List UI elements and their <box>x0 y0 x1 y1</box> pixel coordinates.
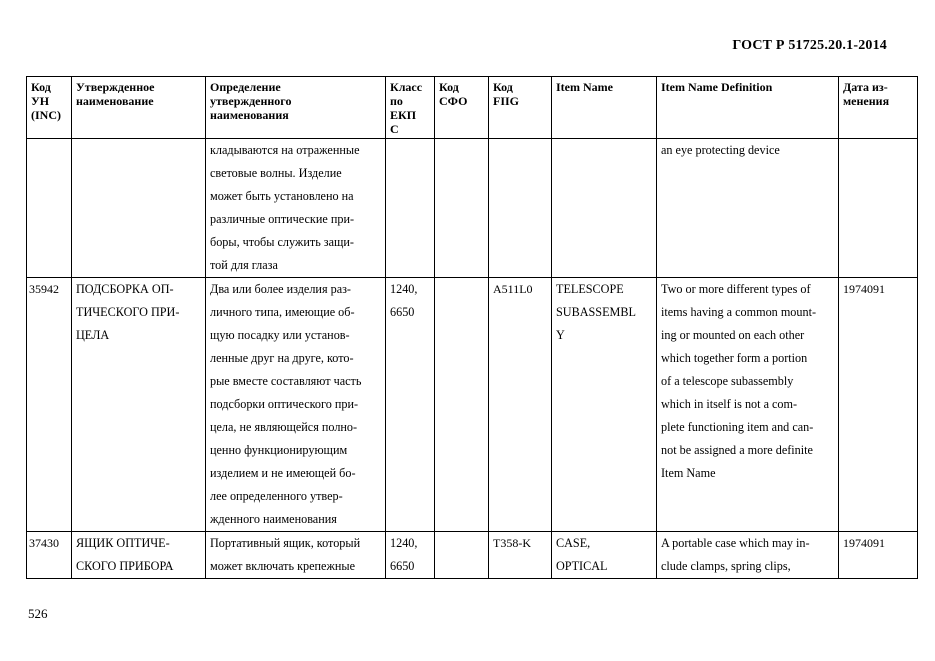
cell-name-ru: ЯЩИК ОПТИЧЕ- СКОГО ПРИБОРА <box>72 532 206 579</box>
cell-date <box>839 139 918 278</box>
cell-definition-en: Two or more different types of items having a common mount- ing or mounted on each other which together form a portion of a telescope subassembly which in itself is not a com- plete functioning item and can- not be assigned a more definite Item Name <box>657 278 839 532</box>
cell-class: 1240, 6650 <box>386 278 435 532</box>
cell-fiig <box>489 139 552 278</box>
cell-fiig: T358-K <box>489 532 552 579</box>
page-number: 526 <box>28 606 48 621</box>
column-header-item-name-definition: Item Name Definition <box>657 77 839 139</box>
document-standard-title: ГОСТ Р 51725.20.1-2014 <box>732 38 887 53</box>
column-header-sfo: Код СФО <box>435 77 489 139</box>
cell-fiig: A511L0 <box>489 278 552 532</box>
column-header-approved-name: Утвержденное наименование <box>72 77 206 139</box>
column-header-fiig: Код FIIG <box>489 77 552 139</box>
cell-inc: 35942 <box>27 278 72 532</box>
cell-definition-en: an eye protecting device <box>657 139 839 278</box>
items-table <box>26 76 918 579</box>
cell-definition-ru: Два или более изделия раз- личного типа, имеющие об- щую посадку или установ- ленные друг на друге, кото- рые вместе составляют часть подсборки оптического при- цела, не являющейся полно- ценно функционирующим изделием и не имеющей бо- лее определенного утвер- жденного наименования <box>206 278 386 532</box>
cell-sfo <box>435 532 489 579</box>
column-header-class: Класс по ЕКП С <box>386 77 435 139</box>
cell-class: 1240, 6650 <box>386 532 435 579</box>
cell-definition-ru: Портативный ящик, который может включать крепежные <box>206 532 386 579</box>
cell-name-ru: ПОДСБОРКА ОП- ТИЧЕСКОГО ПРИ- ЦЕЛА <box>72 278 206 532</box>
cell-definition-en: A portable case which may in- clude clamps, spring clips, <box>657 532 839 579</box>
table-header-row <box>27 77 918 139</box>
cell-inc <box>27 139 72 278</box>
cell-name-ru <box>72 139 206 278</box>
column-header-definition: Определение утвержденного наименования <box>206 77 386 139</box>
cell-sfo <box>435 139 489 278</box>
cell-definition-ru: кладываются на отраженные световые волны. Изделие может быть установлено на различные оптические при- боры, чтобы служить защи- той для глаза <box>206 139 386 278</box>
cell-item-name <box>552 139 657 278</box>
table-row <box>27 532 918 579</box>
table-row <box>27 278 918 532</box>
column-header-item-name: Item Name <box>552 77 657 139</box>
cell-inc: 37430 <box>27 532 72 579</box>
cell-date: 1974091 <box>839 532 918 579</box>
cell-class <box>386 139 435 278</box>
column-header-change-date: Дата из- менения <box>839 77 918 139</box>
cell-date: 1974091 <box>839 278 918 532</box>
cell-item-name: CASE, OPTICAL <box>552 532 657 579</box>
table-row-continued <box>27 139 918 278</box>
column-header-inc: Код УН (INC) <box>27 77 72 139</box>
cell-sfo <box>435 278 489 532</box>
cell-item-name: TELESCOPE SUBASSEMBL Y <box>552 278 657 532</box>
